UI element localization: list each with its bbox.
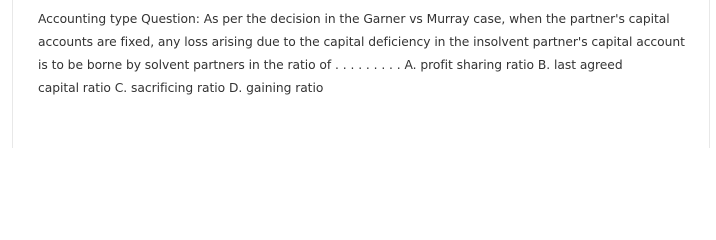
question-line-3: is to be borne by solvent partners in the ratio of . . . . . . . . . A. profit sharing ratio B. last agreed xyxy=(38,58,623,72)
question-line-1: Accounting type Question: As per the decision in the Garner vs Murray case, when the partner's capital xyxy=(38,12,670,26)
question-line-4: capital ratio C. sacrificing ratio D. gaining ratio xyxy=(38,81,324,95)
question-line-2: accounts are fixed, any loss arising due to the capital deficiency in the insolvent partner's capital account xyxy=(38,35,685,49)
question-text xyxy=(38,8,698,100)
